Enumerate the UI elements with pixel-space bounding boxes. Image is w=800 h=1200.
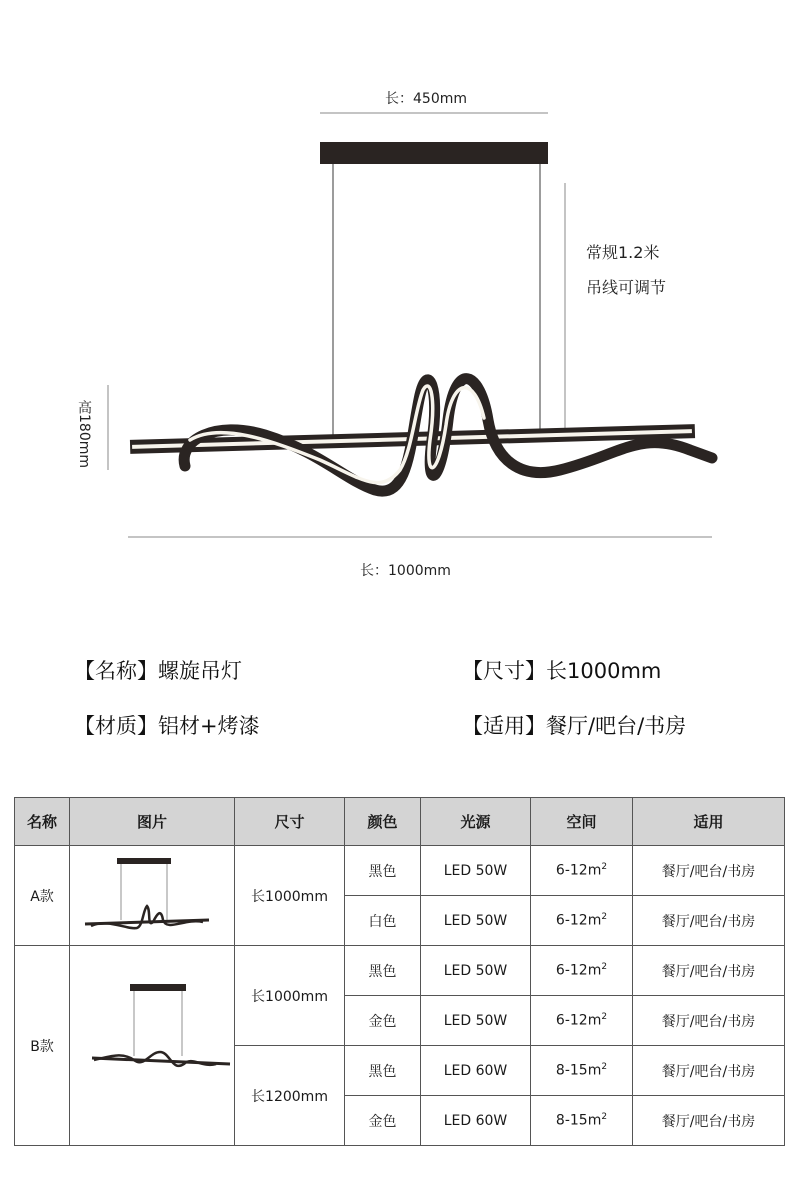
model-image	[70, 946, 235, 1146]
model-size: 长1000mm	[235, 946, 345, 1046]
table-header-row	[15, 798, 785, 846]
light-cell: LED 50W	[421, 896, 531, 946]
model-name: A款	[15, 846, 70, 946]
wire-adjustable-label: 吊线可调节	[586, 278, 667, 297]
usage-cell: 餐厅/吧台/书房	[633, 996, 785, 1046]
light-cell: LED 50W	[421, 946, 531, 996]
header-color: 颜色	[345, 798, 421, 846]
lamp-thumbnail-b	[72, 948, 232, 1144]
header-name: 名称	[15, 798, 70, 846]
color-cell: 金色	[345, 1096, 421, 1146]
space-cell: $6-12m^2$	[531, 896, 633, 946]
color-cell: 金色	[345, 996, 421, 1046]
usage-cell: 餐厅/吧台/书房	[633, 1046, 785, 1096]
wire-length-label: 常规1.2米	[586, 243, 660, 262]
header-size: 尺寸	[235, 798, 345, 846]
space-cell: $8-15m^2$	[531, 1096, 633, 1146]
model-size: 长1000mm	[235, 846, 345, 946]
table-row	[15, 946, 785, 996]
spec-material: 【材质】铝材+烤漆	[74, 714, 260, 738]
model-name: B款	[15, 946, 70, 1146]
header-light: 光源	[421, 798, 531, 846]
header-image: 图片	[70, 798, 235, 846]
space-cell: $6-12m^2$	[531, 846, 633, 896]
spec-table	[14, 797, 785, 1146]
color-cell: 黑色	[345, 946, 421, 996]
usage-cell: 餐厅/吧台/书房	[633, 1096, 785, 1146]
usage-cell: 餐厅/吧台/书房	[633, 846, 785, 896]
usage-cell: 餐厅/吧台/书房	[633, 946, 785, 996]
light-cell: LED 50W	[421, 996, 531, 1046]
spec-name: 【名称】螺旋吊灯	[74, 659, 242, 683]
color-cell: 白色	[345, 896, 421, 946]
spec-usage: 【适用】餐厅/吧台/书房	[462, 714, 687, 738]
model-image	[70, 846, 235, 946]
color-cell: 黑色	[345, 846, 421, 896]
model-size: 长1200mm	[235, 1046, 345, 1146]
lamp-thumbnail-a	[77, 848, 227, 944]
usage-cell: 餐厅/吧台/书房	[633, 896, 785, 946]
header-usage: 适用	[633, 798, 785, 846]
table-row	[15, 846, 785, 896]
color-cell: 黑色	[345, 1046, 421, 1096]
light-cell: LED 60W	[421, 1096, 531, 1146]
bottom-length-label: 长：1000mm	[360, 563, 451, 579]
space-cell: $6-12m^2$	[531, 946, 633, 996]
height-label: 高180mm	[76, 400, 92, 468]
light-cell: LED 50W	[421, 846, 531, 896]
light-cell: LED 60W	[421, 1046, 531, 1096]
top-length-label: 长：450mm	[385, 91, 467, 107]
spec-size: 【尺寸】长1000mm	[462, 659, 662, 683]
header-space: 空间	[531, 798, 633, 846]
space-cell: $6-12m^2$	[531, 996, 633, 1046]
space-cell: $8-15m^2$	[531, 1046, 633, 1096]
ceiling-canopy	[320, 142, 548, 164]
